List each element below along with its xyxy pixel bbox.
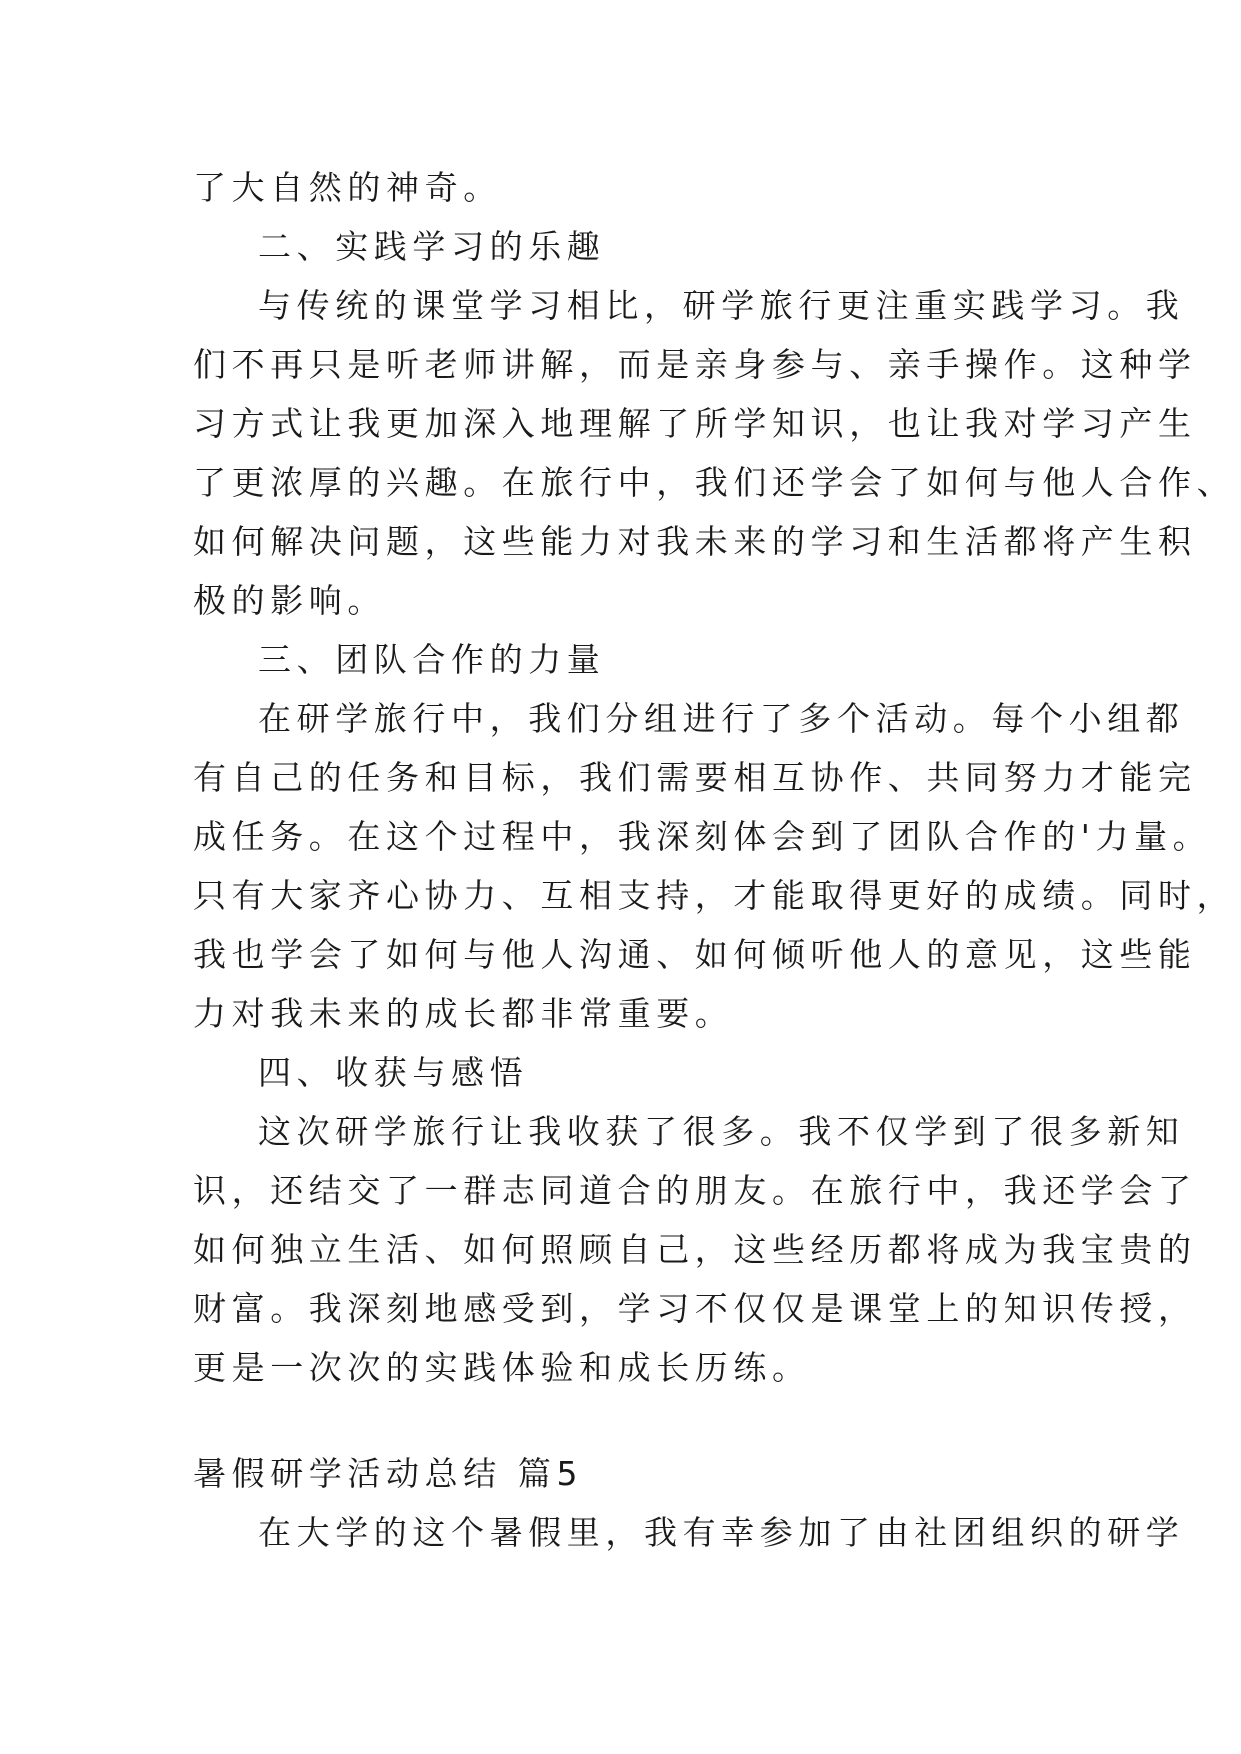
paragraph-line: 如何解决问题，这些能力对我未来的学习和生活都将产生积 xyxy=(193,522,1197,561)
paragraph-line: 习方式让我更加深入地理解了所学知识，也让我对学习产生 xyxy=(193,404,1197,443)
paragraph-line: 在研学旅行中，我们分组进行了多个活动。每个小组都 xyxy=(258,699,1185,738)
paragraph-line: 更是一次次的实践体验和成长历练。 xyxy=(193,1348,811,1387)
paragraph-line: 力对我未来的成长都非常重要。 xyxy=(193,994,734,1033)
paragraph-line: 了大自然的神奇。 xyxy=(193,168,502,207)
paragraph-line: 在大学的这个暑假里，我有幸参加了由社团组织的研学 xyxy=(258,1513,1185,1552)
paragraph-line: 这次研学旅行让我收获了很多。我不仅学到了很多新知 xyxy=(258,1112,1185,1151)
paragraph-line: 了更浓厚的兴趣。在旅行中，我们还学会了如何与他人合作、 xyxy=(193,463,1236,502)
article-title: 暑假研学活动总结 篇5 xyxy=(193,1454,584,1493)
paragraph-line: 如何独立生活、如何照顾自己，这些经历都将成为我宝贵的 xyxy=(193,1230,1197,1269)
section-heading: 四、收获与感悟 xyxy=(258,1053,529,1092)
paragraph-line: 们不再只是听老师讲解，而是亲身参与、亲手操作。这种学 xyxy=(193,345,1197,384)
paragraph-line: 我也学会了如何与他人沟通、如何倾听他人的意见，这些能 xyxy=(193,935,1197,974)
paragraph-line: 成任务。在这个过程中，我深刻体会到了团队合作的'力量。 xyxy=(193,817,1212,856)
paragraph-line: 财富。我深刻地感受到，学习不仅仅是课堂上的知识传授， xyxy=(193,1289,1197,1328)
section-heading: 三、团队合作的力量 xyxy=(258,640,606,679)
paragraph-line: 与传统的课堂学习相比，研学旅行更注重实践学习。我 xyxy=(258,286,1185,325)
paragraph-line: 极的影响。 xyxy=(193,581,386,620)
paragraph-line: 有自己的任务和目标，我们需要相互协作、共同努力才能完 xyxy=(193,758,1197,797)
paragraph-line: 只有大家齐心协力、互相支持，才能取得更好的成绩。同时， xyxy=(193,876,1236,915)
section-heading: 二、实践学习的乐趣 xyxy=(258,227,606,266)
paragraph-line: 识，还结交了一群志同道合的朋友。在旅行中，我还学会了 xyxy=(193,1171,1197,1210)
